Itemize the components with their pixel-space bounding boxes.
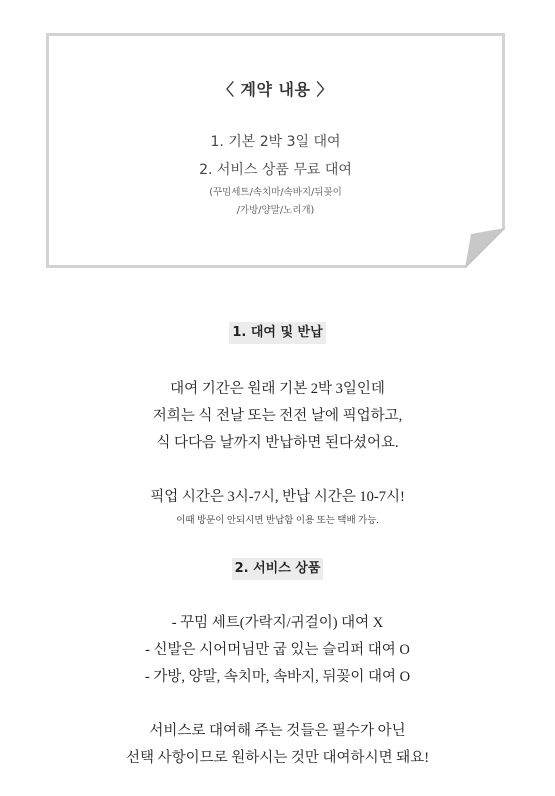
contract-item: 1. 기본 2박 3일 대여 <box>210 134 341 150</box>
page-curl-decoration <box>465 228 505 268</box>
service-list-item: - 신발은 시어머님만 굽 있는 슬리퍼 대여 O <box>145 642 410 658</box>
service-list-item: - 가방, 양말, 속치마, 속바지, 뒤꽂이 대여 O <box>144 669 411 685</box>
section2-heading-row <box>0 558 555 580</box>
contract-title: 〈 계약 내용 〉 <box>217 80 334 99</box>
section-heading: 2. 서비스 상품 <box>232 558 324 580</box>
section-heading: 1. 대여 및 반납 <box>229 322 325 344</box>
contract-card <box>46 33 505 268</box>
paragraph-line: 대여 기간은 원래 기본 2박 3일인데 <box>170 381 385 397</box>
return-note: 이때 방문이 안되시면 반납함 이용 또는 택배 가능. <box>176 516 379 526</box>
contract-note: (꾸밈세트/속치마/속바지/뒤꽂이 <box>209 187 342 198</box>
paragraph-line: 저희는 식 전날 또는 전전 날에 픽업하고, <box>152 408 403 424</box>
pickup-time-line: 픽업 시간은 3시-7시, 반납 시간은 10-7시! <box>150 489 405 505</box>
section1-heading-row <box>0 322 555 344</box>
closing-line: 서비스로 대여해 주는 것들은 필수가 아닌 <box>149 723 406 739</box>
paragraph-line: 식 다다음 날까지 반납하면 된다셨어요. <box>156 435 399 451</box>
service-list-item: - 꾸밈 세트(가락지/귀걸이) 대여 X <box>171 615 384 631</box>
contract-item: 2. 서비스 상품 무료 대여 <box>199 162 352 178</box>
closing-line: 선택 사항이므로 원하시는 것만 대여하시면 돼요! <box>125 750 430 766</box>
contract-note: /가방/양말/노리개) <box>236 205 315 216</box>
